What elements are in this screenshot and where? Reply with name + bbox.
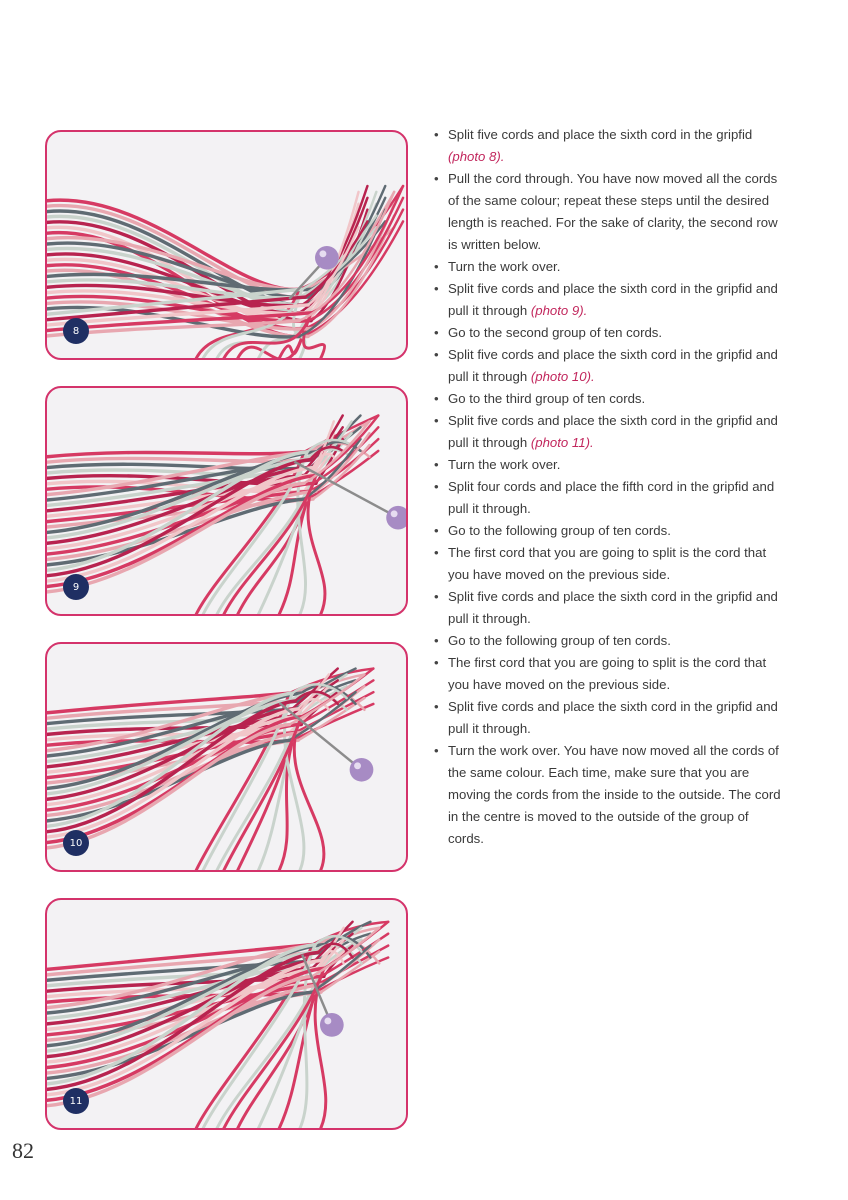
photo-number-badge: 9 [63,574,89,600]
instruction-text: Split five cords and place the sixth cord in the gripfid and pull it through [448,413,778,450]
photo-number-badge: 10 [63,830,89,856]
instruction-text: Split four cords and place the fifth cord in the gripfid and pull it through. [448,479,775,516]
instruction-item [428,322,784,344]
instruction-text: Split five cords and place the sixth cord in the gripfid and pull it through. [448,589,778,626]
cord-strand [47,452,304,457]
bead-highlight [324,1017,331,1024]
instruction-text: The first cord that you are going to split is the cord that you have moved on the previous side. [448,655,767,692]
instruction-text: Split five cords and place the sixth cord in the gripfid and pull it through [448,281,778,318]
photo-11 [45,898,408,1130]
instruction-text: Go to the third group of ten cords. [448,391,646,406]
instruction-item [428,410,784,454]
cord-illustration [47,132,406,358]
cord-illustration [47,644,406,870]
instruction-item [428,168,784,256]
instruction-text: Split five cords and place the sixth cord in the gripfid [448,127,753,142]
photo-number-badge: 8 [63,318,89,344]
photo-reference: (photo 11). [530,435,594,450]
bead-highlight [354,762,361,769]
cord-illustration [47,388,406,614]
cord-illustration [47,900,406,1128]
photo-9 [45,386,408,616]
instruction-item [428,652,784,696]
instruction-text: Turn the work over. [448,259,561,274]
instruction-item [428,124,784,168]
instruction-text: Go to the following group of ten cords. [448,523,671,538]
photo-number-badge: 11 [63,1088,89,1114]
instruction-item [428,586,784,630]
instruction-item [428,630,784,652]
bead-highlight [391,510,398,517]
instruction-text: Split five cords and place the sixth cord in the gripfid and pull it through. [448,699,778,736]
instruction-item [428,476,784,520]
instruction-item [428,520,784,542]
instruction-item [428,344,784,388]
instruction-text: Turn the work over. [448,457,561,472]
instruction-item [428,256,784,278]
instruction-item [428,740,784,850]
gripfid-bead [320,1013,344,1037]
instruction-item [428,696,784,740]
photo-8 [45,130,408,360]
cord-strand [294,725,324,870]
instruction-item [428,542,784,586]
gripfid-bead [315,246,339,270]
instruction-text: Split five cords and place the sixth cord in the gripfid and pull it through [448,347,778,384]
instruction-item [428,278,784,322]
photo-10 [45,642,408,872]
instruction-text: Go to the second group of ten cords. [448,325,663,340]
instruction-text: The first cord that you are going to split is the cord that you have moved on the previous side. [448,545,767,582]
instruction-text: Pull the cord through. You have now moved all the cords of the same colour; repeat these steps until the desired length is reached. For the sake of clarity, the second row is written below. [448,171,778,252]
bead-highlight [319,250,326,257]
cord-strand [308,483,325,614]
gripfid-bead [350,758,374,782]
photo-reference: (photo 10). [530,369,595,384]
photo-reference: (photo 8). [448,149,505,164]
instruction-item [428,388,784,410]
photo-reference: (photo 9). [530,303,588,318]
instruction-text: Go to the following group of ten cords. [448,633,671,648]
page-number: 82 [12,1138,34,1163]
instruction-list [428,124,784,850]
instruction-text: Turn the work over. You have now moved all the cords of the same colour. Each time, make sure that you are moving the cords from the inside to the outside. The cord in the centre is moved to the outside of the group of cords. [448,743,781,846]
gripfid-bead [386,506,406,530]
instruction-item [428,454,784,476]
